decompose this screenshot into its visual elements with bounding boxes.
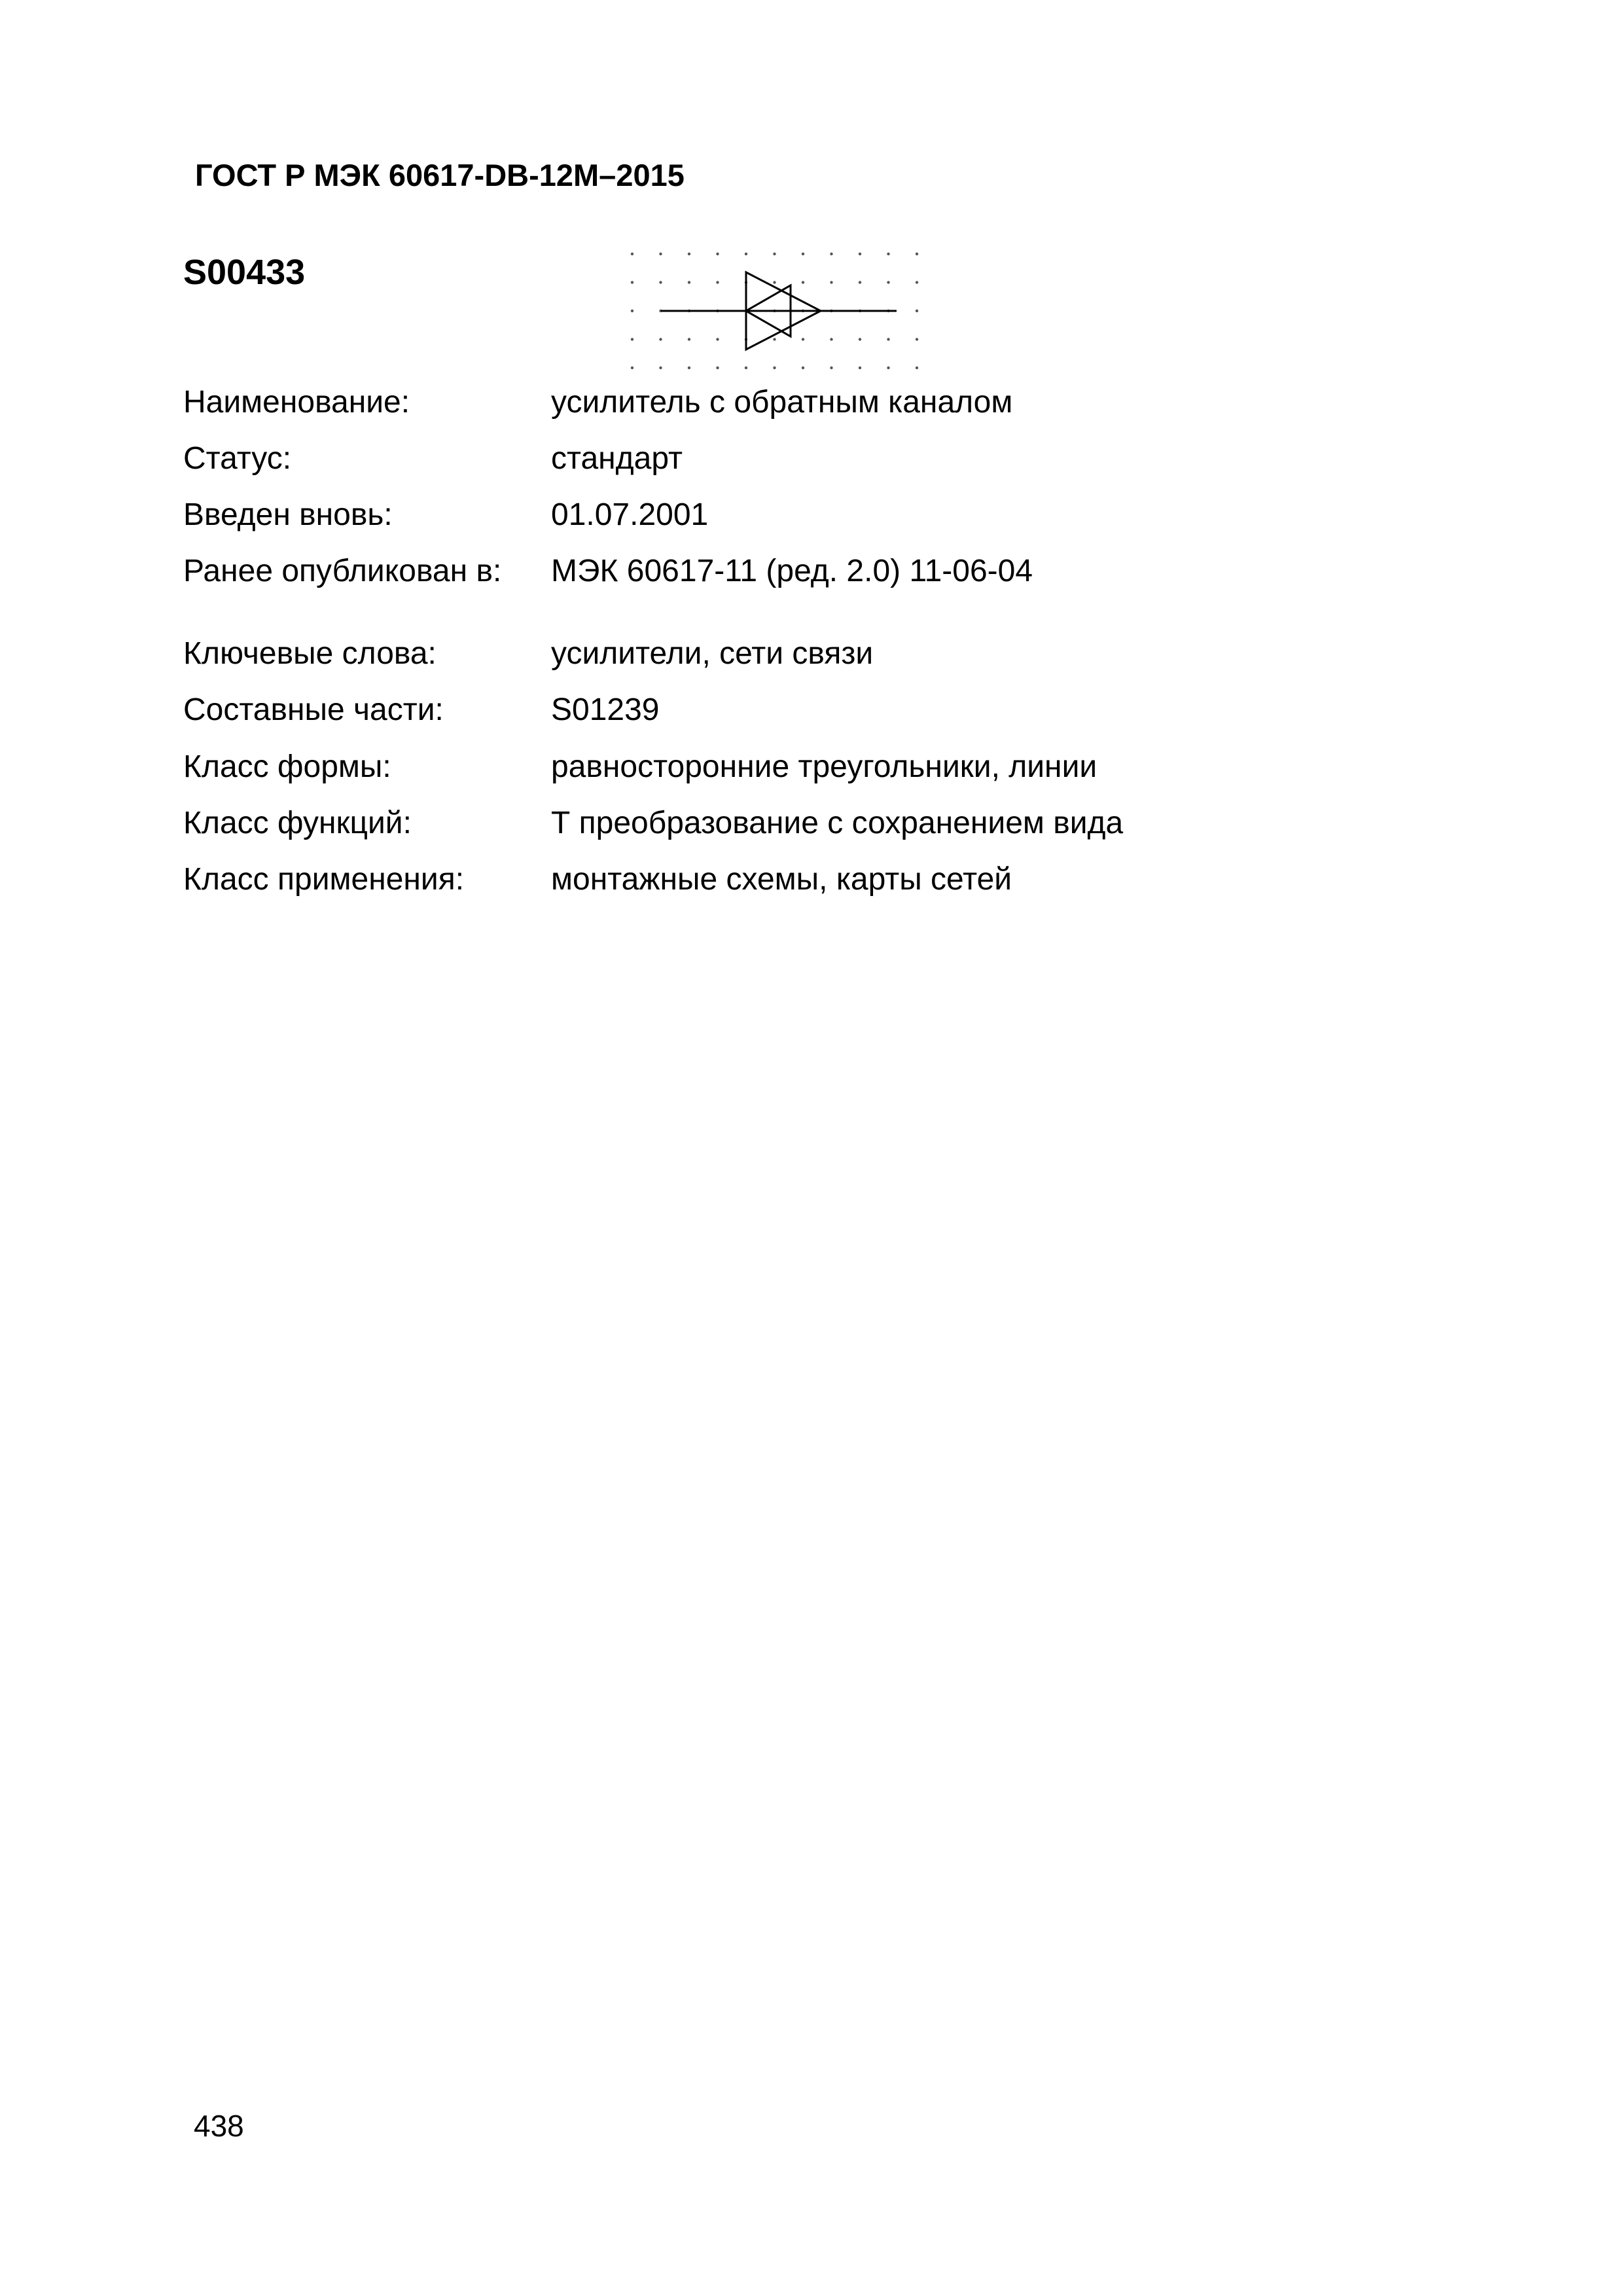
property-value: стандарт [551, 441, 683, 476]
grid-dot [631, 281, 633, 283]
grid-dot [859, 338, 861, 340]
grid-dot [773, 281, 776, 283]
property-value: равносторонние треугольники, линии [551, 749, 1097, 784]
grid-dot [631, 338, 633, 340]
grid-dot [859, 367, 861, 369]
property-value: S01239 [551, 692, 660, 727]
grid-dot [688, 367, 690, 369]
grid-dot [887, 253, 889, 255]
symbol-id: S00433 [183, 253, 306, 292]
amplifier-symbol-figure [615, 242, 936, 380]
grid-dot [745, 367, 747, 369]
property-value: МЭК 60617-11 (ред. 2.0) 11-06-04 [551, 554, 1033, 588]
grid-dot [716, 253, 719, 255]
grid-dot [688, 281, 690, 283]
grid-dot [659, 281, 662, 283]
grid-dot [830, 338, 832, 340]
property-label: Статус: [183, 441, 292, 476]
property-value: монтажные схемы, карты сетей [551, 862, 1012, 897]
grid-dot [802, 253, 804, 255]
grid-dot [916, 338, 918, 340]
grid-dot [830, 281, 832, 283]
property-label: Класс функций: [183, 806, 412, 840]
grid-dot [716, 281, 719, 283]
grid-dot [916, 253, 918, 255]
grid-dot [887, 281, 889, 283]
property-label: Наименование: [183, 385, 410, 420]
grid-dot [916, 281, 918, 283]
grid-dot [631, 253, 633, 255]
grid-dot [802, 367, 804, 369]
grid-dot [631, 310, 633, 312]
grid-dot [659, 338, 662, 340]
grid-dot [830, 253, 832, 255]
property-label: Введен вновь: [183, 497, 393, 532]
grid-dot [688, 338, 690, 340]
grid-dot [773, 338, 776, 340]
grid-dot [859, 281, 861, 283]
grid-dot [916, 367, 918, 369]
property-label: Ключевые слова: [183, 636, 437, 671]
grid-dot [802, 338, 804, 340]
property-value: Т преобразование с сохранением вида [551, 806, 1124, 840]
grid-dot [631, 367, 633, 369]
property-value: усилители, сети связи [551, 636, 874, 671]
page-number: 438 [194, 2109, 244, 2143]
grid-dot [773, 367, 776, 369]
property-label: Составные части: [183, 692, 444, 727]
grid-dot [830, 367, 832, 369]
grid-dot [887, 367, 889, 369]
grid-dot [916, 310, 918, 312]
grid-dot [773, 253, 776, 255]
grid-dot [659, 367, 662, 369]
grid-dot [802, 281, 804, 283]
property-label: Класс применения: [183, 862, 465, 897]
grid-dot [716, 338, 719, 340]
grid-dot [688, 253, 690, 255]
property-value: 01.07.2001 [551, 497, 709, 532]
property-label: Класс формы: [183, 749, 391, 784]
grid-dot [887, 338, 889, 340]
grid-dot [859, 253, 861, 255]
property-value: усилитель с обратным каналом [551, 385, 1013, 420]
grid-dot [745, 253, 747, 255]
grid-dot [659, 253, 662, 255]
property-label: Ранее опубликован в: [183, 554, 502, 588]
grid-dot [716, 367, 719, 369]
amplifier-with-return-channel-icon [661, 272, 897, 350]
document-standard-header: ГОСТ Р МЭК 60617-DB-12M–2015 [195, 158, 685, 192]
